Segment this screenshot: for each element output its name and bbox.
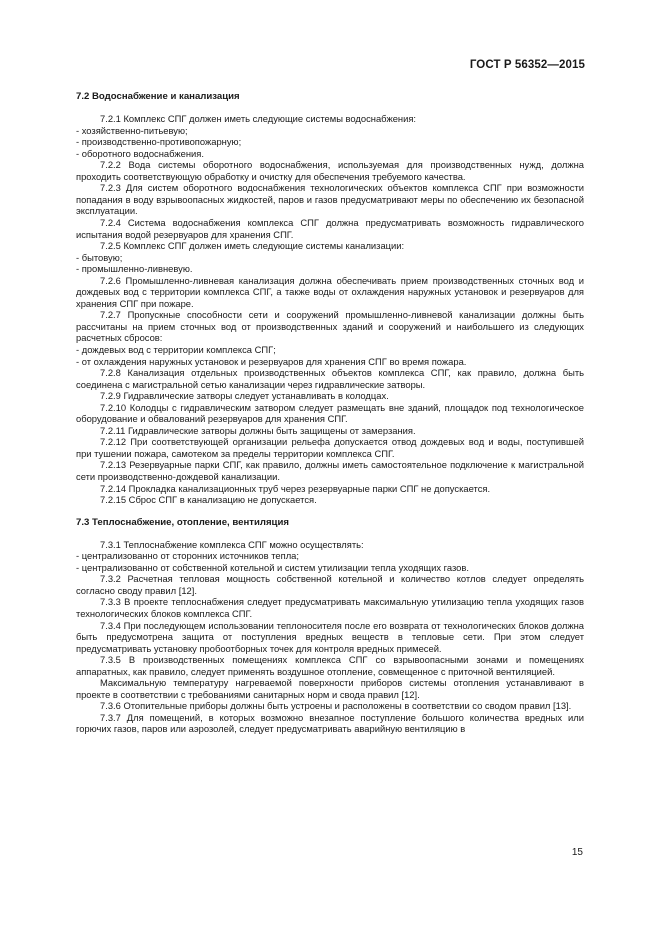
paragraph: 7.3.7 Для помещений, в которых возможно внезапное поступление большого количества вредных или горючих газов, паров или аэрозолей, следует предусматривать аварийную вентиляцию в [76,711,584,735]
paragraph: 7.3.2 Расчетная тепловая мощность собственной котельной и количество котлов следует определять согласно своду правил [12]. [76,573,584,596]
paragraph: 7.2.1 Комплекс СПГ должен иметь следующие системы водоснабжения: [100,113,417,125]
paragraph: 7.2.4 Система водоснабжения комплекса СПГ должна предусматривать возможность гидравлического испытания водой резервуаров для хранения СПГ. [76,216,584,240]
section-heading-heating-ventilation: 7.3 Теплоснабжение, отопление, вентиляция [76,516,289,528]
list-item: - промышленно-ливневую. [76,263,193,275]
list-item: - бытовую; [76,251,123,263]
paragraph: 7.2.12 При соответствующей организации рельефа допускается отвод дождевых вод и воды, поступившей при тушении пожара, самотеком за пределы территории комплекса СПГ. [76,436,584,459]
paragraph: 7.3.4 При последующем использовании теплоносителя после его возврата от технологических блоков должна быть предусмотрена защита от поступления вредных веществ в тепловые сети. При этом следует предусматривать установку пробоотборных точек для контроля вредных примесей. [76,619,584,654]
list-item: - хозяйственно-питьевую; [76,124,188,136]
paragraph: 7.2.3 Для систем оборотного водоснабжения технологических объектов комплекса СПГ при возможности попадания в воду взрывоопасных жидкостей, паров и газов предусматривают меры по обеспечению их безопасной эксплуатации. [76,182,584,217]
paragraph: 7.2.15 Сброс СПГ в канализацию не допускается. [100,494,317,506]
paragraph: 7.3.5 В производственных помещениях комплекса СПГ со взрывоопасными зонами и помещениях аппаратных, как правило, следует применять воздушное отопление, совмещенное с приточной вентиляцией. [76,654,584,677]
list-item: - дождевых вод с территории комплекса СПГ; [76,343,276,355]
section-heading-water-supply: 7.2 Водоснабжение и канализация [76,91,240,102]
paragraph: 7.2.5 Комплекс СПГ должен иметь следующие системы канализации: [100,240,405,252]
list-item: - производственно-противопожарную; [76,136,242,148]
paragraph: 7.2.11 Гидравлические затворы должны быть защищены от замерзания. [100,424,416,436]
page-number: 15 [571,847,583,858]
paragraph: 7.3.3 В проекте теплоснабжения следует предусматривать максимальную утилизацию тепла уходящих газов технологических блоков комплекса СПГ. [76,596,584,619]
section-heating-ventilation-content [76,539,584,735]
paragraph: 7.2.8 Канализация отдельных производственных объектов комплекса СПГ, как правило, должна быть соединена с магистральной сетью канализации через гидравлические затворы. [76,367,584,390]
list-item: - оборотного водоснабжения. [76,147,204,159]
document-body [76,91,584,735]
list-item: - от охлаждения наружных установок и резервуаров для хранения СПГ во время пожара. [76,355,467,367]
paragraph: 7.3.6 Отопительные приборы должны быть устроены и расположены в соответствии со сводом правил [13]. [100,700,572,712]
paragraph: 7.2.10 Колодцы с гидравлическим затвором следует размещать вне зданий, площадок под технологическое оборудование и обвалований резервуаров для хранения СПГ. [76,401,584,425]
paragraph: 7.2.14 Прокладка канализационных труб через резервуарные парки СПГ не допускается. [100,482,491,494]
paragraph: 7.2.13 Резервуарные парки СПГ, как правило, должны иметь самостоятельное подключение к магистральной сети производственно-дождевой канализации. [76,459,584,482]
paragraph: 7.2.7 Пропускные способности сети и сооружений промышленно-ливневой канализации должны быть рассчитаны на прием сточных вод от производственных зданий и сооружений и наибольшего из следующих расчетных сбросов: [76,309,584,344]
list-item: - централизованно от собственной котельной и систем утилизации тепла уходящих газов. [76,561,469,573]
section-water-supply-content [76,113,584,506]
paragraph: 7.3.1 Теплоснабжение комплекса СПГ можно осуществлять: [100,538,364,550]
paragraph: Максимальную температуру нагреваемой поверхности приборов системы отопления устанавливают в проекте в соответствии с требованиями санитарных норм и свода правил [12]. [76,677,584,700]
paragraph: 7.2.2 Вода системы оборотного водоснабжения, используемая для производственных нужд, должна проходить соответствующую обработку и очистку для обеспечения требуемого качества. [76,159,584,182]
paragraph: 7.2.9 Гидравлические затворы следует устанавливать в колодцах. [100,390,389,402]
paragraph: 7.2.6 Промышленно-ливневая канализация должна обеспечивать прием производственных сточных вод и дождевых вод с территории комплекса СПГ, а также воды от охлаждения наружных установок и резервуаров для хранения СПГ при пожаре. [76,274,584,309]
list-item: - централизованно от сторонних источников тепла; [76,550,299,562]
document-standard-number: ГОСТ Р 56352—2015 [469,59,585,71]
